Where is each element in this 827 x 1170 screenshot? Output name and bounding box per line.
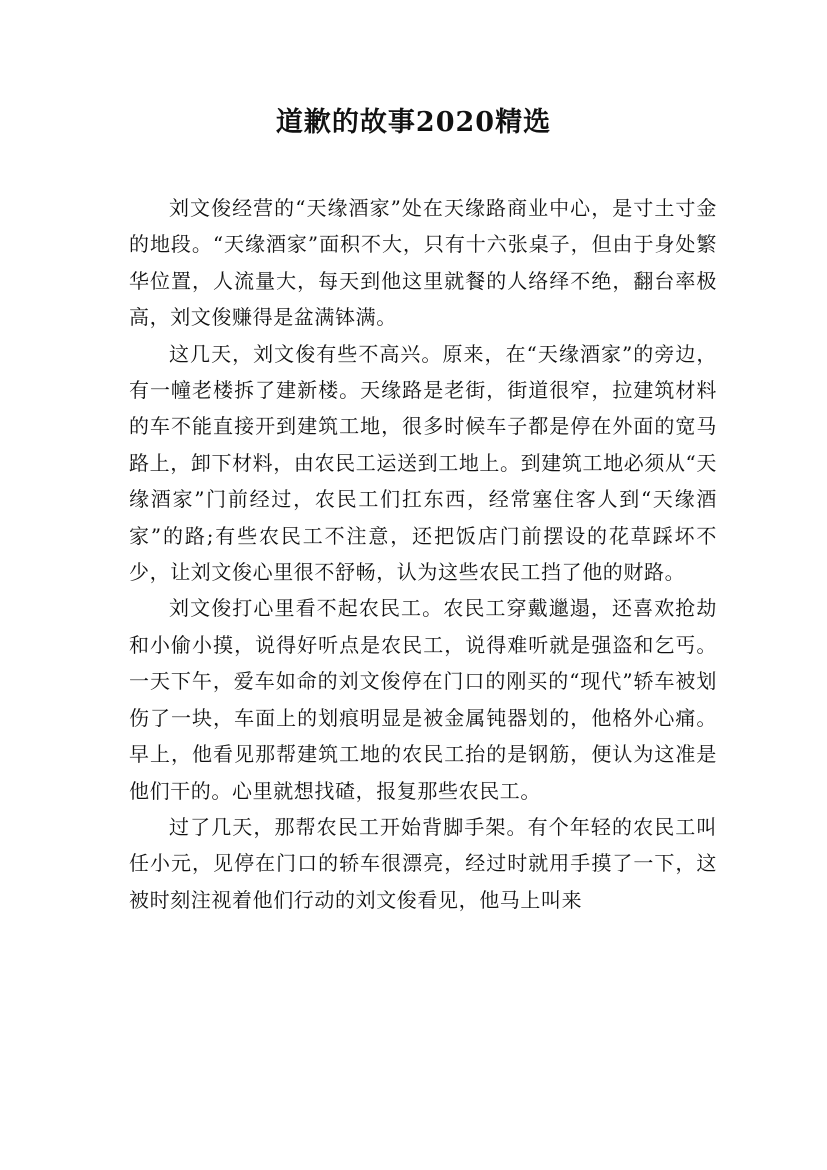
document-title: 道歉的故事2020精选 (275, 107, 552, 138)
paragraph-4: 过了几天，那帮农民工开始背脚手架。有个年轻的农民工叫任小元，见停在门口的轿车很漂亮，经过时就用手摸了一下，这被时刻注视着他们行动的刘文俊看见，他马上叫来 (129, 814, 717, 912)
paragraph-1: 刘文俊经营的“天缘酒家”处在天缘路商业中心，是寸土寸金的地段。“天缘酒家”面积不大，只有十六张桌子，但由于身处繁华位置，人流量大，每天到他这里就餐的人络绎不绝，翻台率极高，刘文俊赚得是盆满钵满。 (129, 196, 717, 330)
paragraph-2: 这几天，刘文俊有些不高兴。原来，在“天缘酒家”的旁边，有一幢老楼拆了建新楼。天缘路是老街，街道很窄，拉建筑材料的车不能直接开到建筑工地，很多时候车子都是停在外面的宽马路上，卸下材料，由农民工运送到工地上。到建筑工地必须从“天缘酒家”门前经过，农民工们扛东西，经常塞住客人到“天缘酒家”的路;有些农民工不注意，还把饭店门前摆设的花草踩坏不少，让刘文俊心里很不舒畅，认为这些农民工挡了他的财路。 (129, 341, 717, 585)
document-body (129, 190, 717, 918)
paragraph-3: 刘文俊打心里看不起农民工。农民工穿戴邋遢，还喜欢抢劫和小偷小摸，说得好听点是农民工，说得难听就是强盗和乞丐。一天下午，爱车如命的刘文俊停在门口的刚买的“现代”轿车被划伤了一块，车面上的划痕明显是被金属钝器划的，他格外心痛。早上，他看见那帮建筑工地的农民工抬的是钢筋，便认为这准是他们干的。心里就想找碴，报复那些农民工。 (129, 596, 717, 803)
